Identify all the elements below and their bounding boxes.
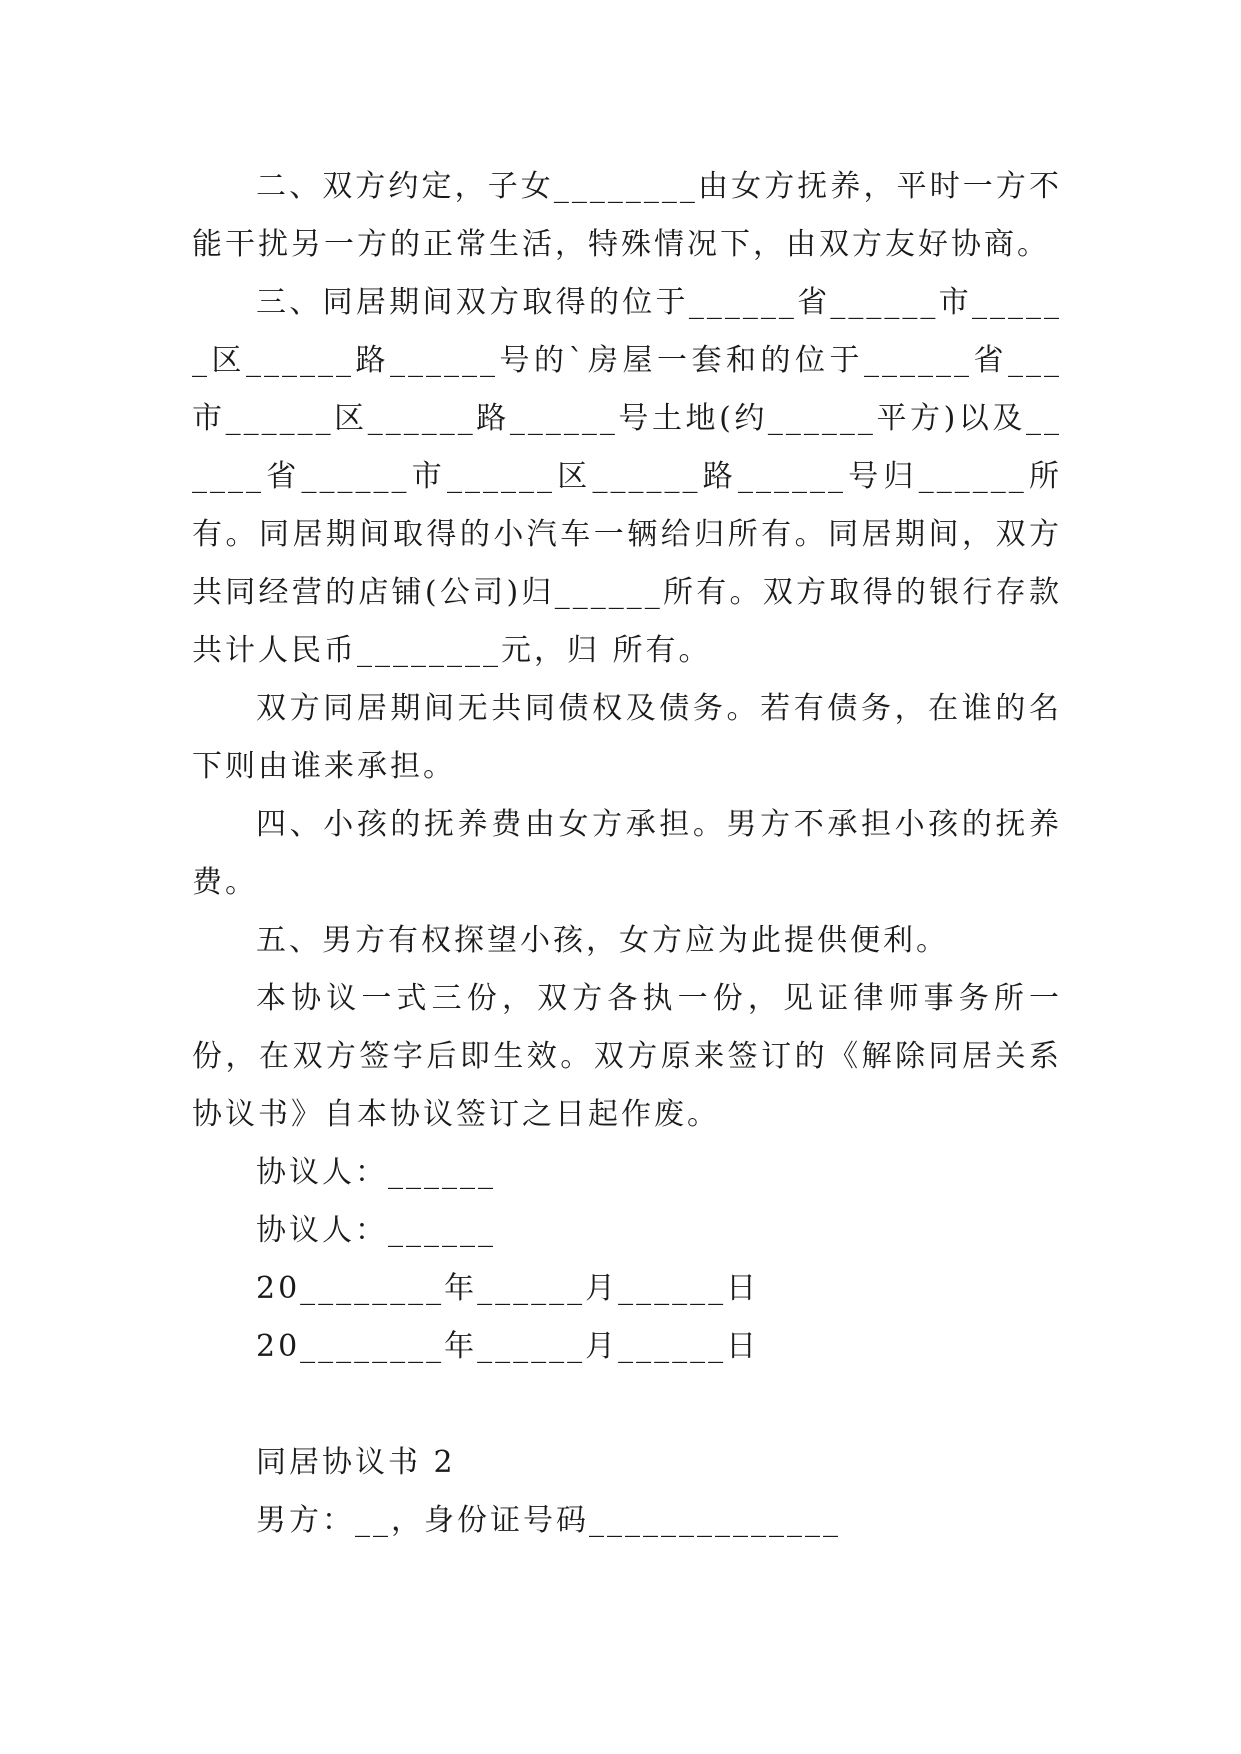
signature-date-2: 20________年______月______日 [256, 1329, 760, 1364]
section-spacer [192, 1376, 1062, 1434]
signature-party-2: 协议人：______ [256, 1213, 496, 1248]
clause-five-paragraph: 五、男方有权探望小孩，女方应为此提供便利。 [256, 923, 949, 958]
clause-three-paragraph: 三、同居期间双方取得的位于______省______市______区______路______号的`房屋一套和的位于______省___市______区______路______号土地(约______平方)以及______省______市______区______路______号归______所有。同居期间取得的小汽车一辆给归所有。同居期间，双方共同经营的店铺(公司)归______所有。双方取得的银行存款共计人民币________元，归 所有。 [192, 285, 1062, 668]
section-2-title: 同居协议书 2 [256, 1445, 456, 1480]
signature-date-1: 20________年______月______日 [256, 1271, 760, 1306]
debt-paragraph: 双方同居期间无共同债权及债务。若有债务，在谁的名下则由谁来承担。 [192, 691, 1062, 784]
clause-four-paragraph: 四、小孩的抚养费由女方承担。男方不承担小孩的抚养费。 [192, 807, 1062, 900]
male-party-line: 男方：__，身份证号码______________ [256, 1503, 841, 1538]
copies-paragraph: 本协议一式三份，双方各执一份，见证律师事务所一份，在双方签字后即生效。双方原来签订的《解除同居关系协议书》自本协议签订之日起作废。 [192, 981, 1062, 1132]
clause-two-paragraph: 二、双方约定，子女________由女方抚养，平时一方不能干扰另一方的正常生活，特殊情况下，由双方友好协商。 [192, 169, 1062, 262]
signature-party-1: 协议人：______ [256, 1155, 496, 1190]
document-body [192, 158, 1062, 1550]
